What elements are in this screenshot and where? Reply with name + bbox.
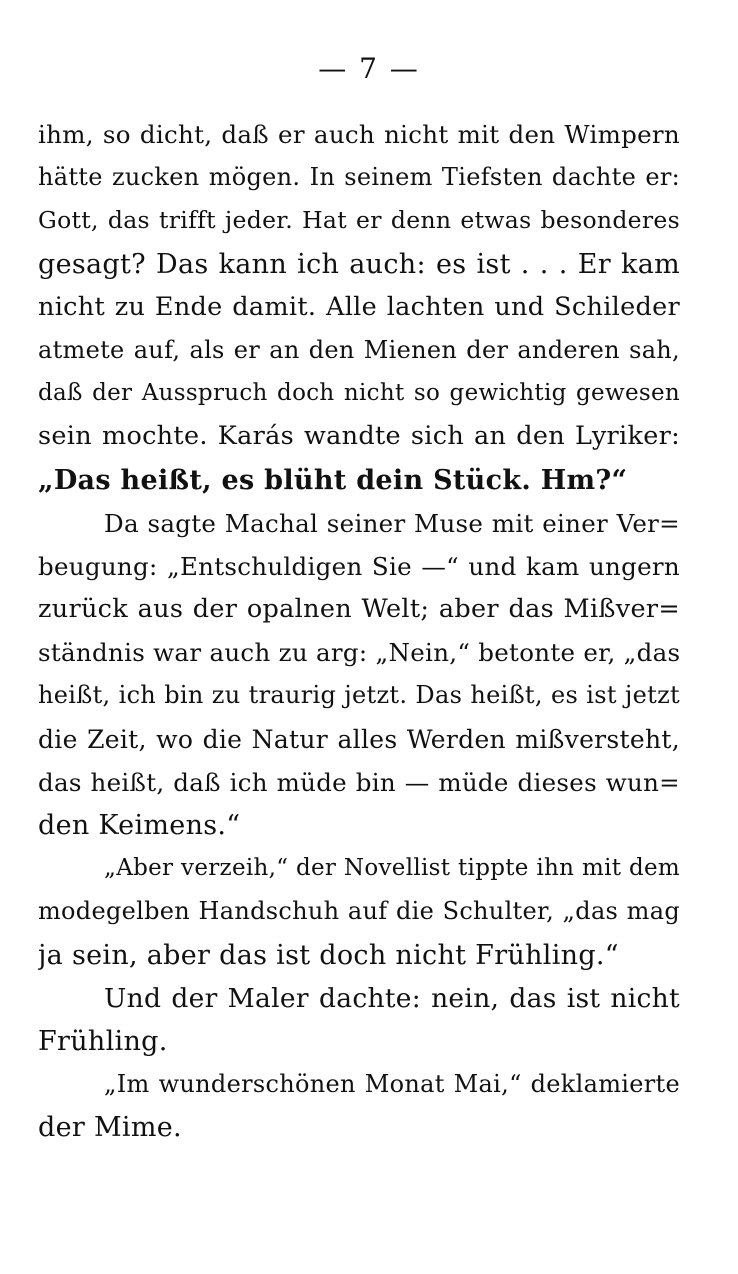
body-text bbox=[38, 113, 680, 1150]
text-line: heißt, ich bin zu traurig jetzt. Das heißt, es ist jetzt bbox=[38, 681, 680, 710]
text-line: ja sein, aber das ist doch nicht Frühling.“ bbox=[38, 939, 619, 971]
text-line: ihm, so dicht, daß er auch nicht mit den Wimpern bbox=[38, 120, 680, 149]
text-line: der Mime. bbox=[38, 1112, 182, 1144]
page-number: — 7 — bbox=[318, 52, 420, 85]
text-line: modegelben Handschuh auf die Schulter, „das mag bbox=[38, 897, 680, 926]
text-line: atmete auf, als er an den Mienen der anderen sah, bbox=[38, 335, 680, 364]
text-line: ständnis war auch zu arg: „Nein,“ betonte er, „das bbox=[38, 638, 680, 668]
text-line: sein mochte. Karás wandte sich an den Lyriker: bbox=[38, 421, 680, 452]
text-line: „Das heißt, es blüht dein Stück. Hm?“ bbox=[38, 464, 628, 496]
text-line: das heißt, daß ich müde bin — müde dieses wun= bbox=[38, 767, 680, 797]
text-line: „Im wunderschönen Monat Mai,“ deklamierte bbox=[104, 1070, 680, 1099]
text-line: „Aber verzeih,“ der Novellist tippte ihn mit dem bbox=[104, 855, 680, 882]
text-line: die Zeit, wo die Natur alles Werden mißversteht, bbox=[38, 724, 680, 754]
text-line: Und der Maler dachte: nein, das ist nicht bbox=[104, 982, 680, 1014]
text-line: beugung: „Entschuldigen Sie —“ und kam ungern bbox=[38, 551, 680, 581]
text-line: hätte zucken mögen. In seinem Tiefsten dachte er: bbox=[38, 163, 680, 192]
text-line: zurück aus der opalnen Welt; aber das Mißver= bbox=[38, 594, 680, 625]
text-line: den Keimens.“ bbox=[38, 810, 241, 841]
text-line: Gott, das trifft jeder. Hat er denn etwas besonderes bbox=[38, 206, 680, 235]
text-line: nicht zu Ende damit. Alle lachten und Schileder bbox=[38, 291, 680, 322]
text-line: Frühling. bbox=[38, 1025, 168, 1057]
text-line: Da sagte Machal seiner Muse mit einer Ver= bbox=[104, 508, 680, 538]
text-line: gesagt? Das kann ich auch: es ist . . . Er kam bbox=[38, 248, 680, 280]
text-line: daß der Ausspruch doch nicht so gewichtig gewesen bbox=[38, 380, 680, 407]
